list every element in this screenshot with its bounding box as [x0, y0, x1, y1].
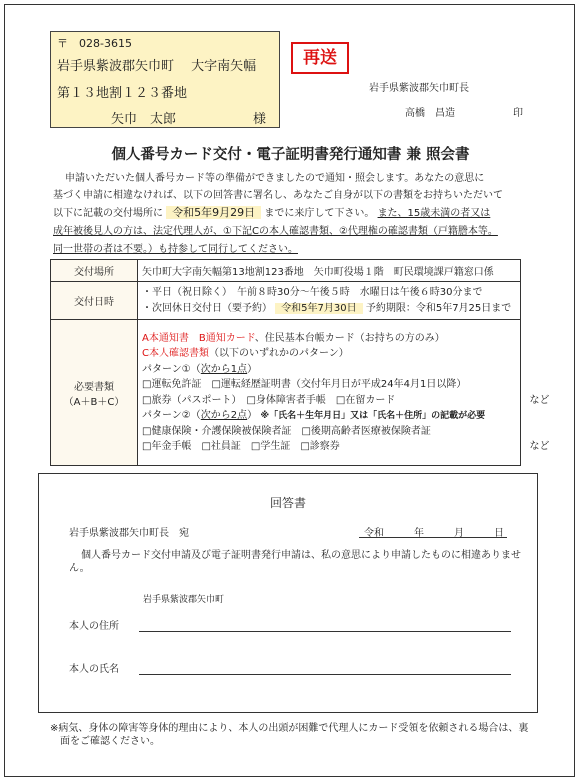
table-row [51, 282, 521, 320]
delivery-info-table [50, 259, 550, 466]
recipient-postal: 〒 028-3615 [57, 37, 132, 50]
recipient-name: 矢巾 太郎 [111, 112, 177, 127]
sender-seal: 印 [513, 108, 523, 119]
intro-line-5: 同一世帯の者は不要。）も持参して同行してください。 [53, 244, 298, 255]
date-value: ・平日（祝日除く） 午前８時30分～午後５時 水曜日は午後６時30分まで ・次回休日交付日（要予約） 令和5年7月30日 予約期限：令和5年7月25日まで [138, 282, 521, 320]
place-value: 矢巾町大字南矢幅第13地割123番地 矢巾町役場１階 町民環境課戸籍窓口係 [138, 260, 521, 282]
reply-statement-1: 個人番号カード交付申請及び電子証明書発行申請は、私の意思により申請したものに相違ありませ [81, 550, 521, 561]
sender-office: 岩手県紫波郡矢巾町長 [369, 83, 469, 94]
recipient-address-1: 岩手県紫波郡矢巾町 大字南矢幅 [57, 59, 257, 74]
table-row [51, 260, 521, 282]
document-title: 個人番号カード交付・電子証明書発行通知書 兼 照会書 [111, 147, 470, 163]
place-label: 交付場所 [51, 260, 138, 282]
reply-addressee: 岩手県紫波郡矢巾町長 宛 [69, 528, 189, 539]
deadline-date: 令和5年9月29日 [166, 206, 261, 219]
reply-form [38, 473, 538, 713]
address-field[interactable] [139, 631, 511, 632]
recipient-address-2: 第１３地割１２３番地 [57, 86, 188, 101]
resend-stamp: 再送 [291, 42, 349, 74]
reply-statement-2: ん。 [69, 563, 90, 574]
docs-value: A本通知書 B通知カード、住民基本台帳カード（お持ちの方のみ） C本人確認書類（以下のいずれかのパターン） パターン①（次から1点） □運転免許証 □運転経歴証明書（交付年月日が平成24年4月1日以降） □旅券（パスポート） □身体障害者手帳 □在留カード など パターン②（次から2点） ※「氏名＋生年月日」又は「氏名＋住所」の記載が必要 □健康保険・介護保険被保険者証 □後期高齢者医療被保険者証 □年金手帳 □社員証 □学生証 □診察券 など [138, 320, 521, 466]
holiday-date: 令和5年7月30日 [275, 303, 362, 314]
name-field[interactable] [139, 674, 511, 675]
date-label: 交付日時 [51, 282, 138, 320]
recipient-address-box [50, 31, 280, 128]
date-underline [359, 537, 507, 538]
intro-line-3: 以下に記載の交付場所に 令和5年9月29日 までに来庁して下さい。 また、15歳未満の者又は [53, 206, 491, 219]
table-row [51, 320, 521, 466]
address-prefill: 岩手県紫波郡矢巾町 [143, 595, 225, 605]
intro-line-4: 成年被後見人の方は、法定代理人が、①下記Cの本人確認書類、②代理権の確認書類（戸籍謄本等。 [53, 226, 498, 237]
name-label: 本人の氏名 [69, 664, 119, 675]
footnote-line-1: ※病気、身体の障害等身体的理由により、本人の出頭が困難で代理人にカード受領を依頼される場合は、裏 [50, 723, 529, 734]
recipient-honorific: 様 [253, 112, 267, 127]
intro-line-1: 申請いただいた個人番号カード等の準備ができましたので通知・照会します。あなたの意思に [65, 173, 485, 184]
docs-label: 必要書類 （A＋B＋C） [51, 320, 138, 466]
intro-line-2: 基づく申請に相違なければ、以下の回答書に署名し、あなたご自身が以下の書類をお持ちいただいて [53, 190, 503, 201]
reply-heading: 回答書 [269, 496, 306, 510]
reply-date[interactable]: 令和 年 月 日 [364, 528, 504, 539]
address-label: 本人の住所 [69, 621, 119, 632]
sender-name: 高橋 昌造 [405, 108, 455, 119]
footnote-line-2: 面をご確認ください。 [60, 736, 160, 747]
